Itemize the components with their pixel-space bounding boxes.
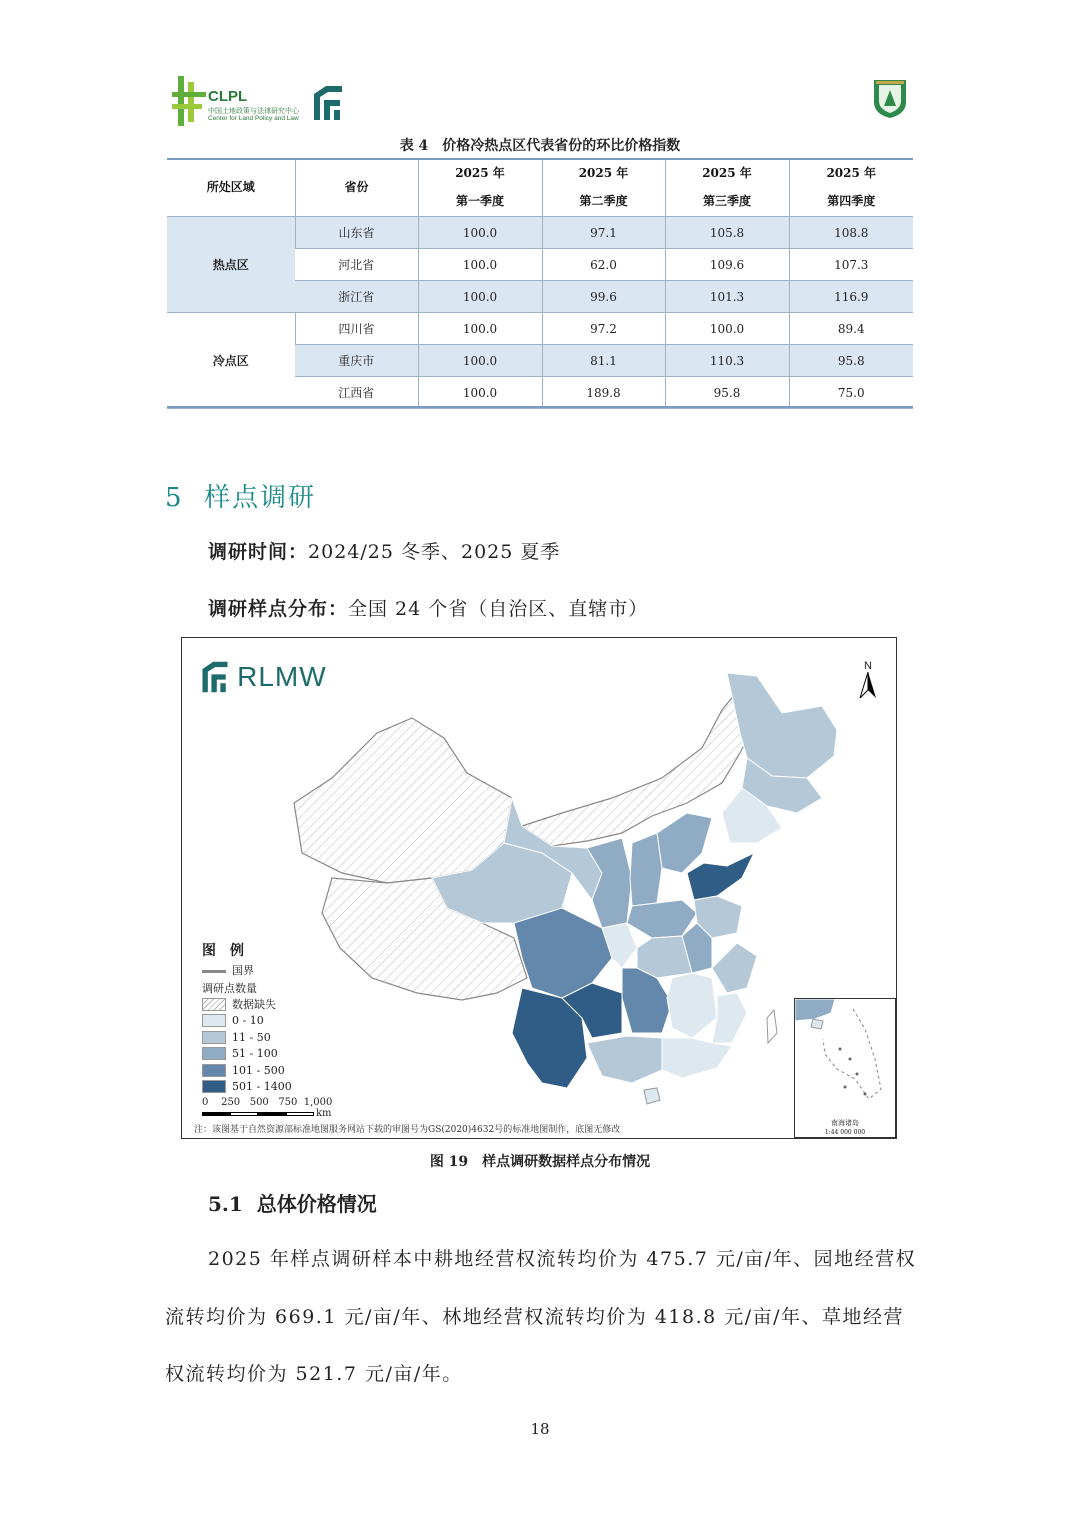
south-china-sea-inset — [794, 998, 896, 1138]
region-guangxi — [587, 1036, 662, 1083]
table-cell: 河北省 — [295, 249, 418, 281]
legend-class-label: 51 - 100 — [232, 1047, 278, 1061]
rlmw-logo-icon — [198, 660, 232, 694]
table-bottom-rule — [167, 406, 913, 408]
table-cell: 100.0 — [418, 281, 542, 313]
rlmw-logo — [198, 660, 327, 694]
header-region: 所处区域 — [167, 158, 295, 217]
table-cell: 116.9 — [789, 281, 913, 313]
legend-swatch — [202, 1080, 226, 1093]
region-shanxi — [630, 833, 662, 906]
table-cell: 81.1 — [542, 345, 665, 377]
header-q1: 2025 年 第一季度 — [418, 158, 542, 217]
table-cell: 99.6 — [542, 281, 665, 313]
table-cell: 62.0 — [542, 249, 665, 281]
figure-caption: 图 19 样点调研数据样点分布情况 — [429, 1154, 651, 1170]
table-cell: 100.0 — [418, 313, 542, 345]
table-cell: 109.6 — [665, 249, 789, 281]
legend-swatch — [202, 1014, 226, 1027]
clpl-cn-name: 中国土地政策与法律研究中心 — [208, 108, 299, 115]
north-label: N — [864, 660, 872, 672]
region-hunan — [622, 968, 672, 1033]
legend-class-item — [202, 1046, 362, 1063]
north-arrow — [858, 660, 878, 702]
legend-class-label: 501 - 1400 — [232, 1080, 292, 1094]
region-heilongjiang — [727, 673, 837, 778]
legend-swatch — [202, 1031, 226, 1044]
region-zhejiang — [712, 943, 757, 993]
rlmw-small-logo-icon — [312, 84, 344, 122]
legend-class-item — [202, 1029, 362, 1046]
legend-class-item — [202, 996, 362, 1013]
legend-classes — [202, 996, 362, 1095]
table-top-rule — [167, 158, 913, 160]
table-cell: 105.8 — [665, 217, 789, 249]
price-index-table — [167, 158, 913, 409]
survey-time-label: 调研时间： — [208, 541, 309, 563]
header-province: 省份 — [295, 158, 418, 217]
inset-scale: 1:44 000 000 — [824, 1129, 866, 1136]
paragraph-line-2: 流转均价为 669.1 元/亩/年、林地经营权流转均价为 418.8 元/亩/年、草地经营 — [165, 1306, 905, 1328]
table-cell: 95.8 — [789, 345, 913, 377]
legend-class-item — [202, 1013, 362, 1030]
region-shandong — [687, 853, 754, 900]
region-cold: 冷点区 — [167, 313, 295, 409]
map-note: 注：该图基于自然资源部标准地图服务网站下载的审图号为GS(2020)4632号的标准地图制作，底图无修改 — [194, 1125, 621, 1135]
legend-class-item — [202, 1079, 362, 1096]
region-guangdong — [662, 1038, 732, 1078]
header-q4: 2025 年 第四季度 — [789, 158, 913, 217]
table-cell: 100.0 — [665, 313, 789, 345]
table-caption: 表 4 价格冷热点区代表省份的环比价格指数 — [399, 138, 681, 154]
survey-time-value: 2024/25 冬季、2025 夏季 — [308, 541, 561, 563]
legend-swatch — [202, 1047, 226, 1060]
legend-class-label: 0 - 10 — [232, 1014, 264, 1028]
legend-border: 国界 — [202, 962, 362, 978]
north-arrow-icon — [858, 672, 878, 698]
table-cell: 75.0 — [789, 377, 913, 409]
table-cell: 95.8 — [665, 377, 789, 409]
scale-unit: km — [316, 1108, 332, 1119]
paragraph-line-3: 权流转均价为 521.7 元/亩/年。 — [165, 1363, 463, 1385]
clpl-title: CLPL — [208, 88, 248, 105]
sample-map-figure — [181, 637, 897, 1139]
table-cell: 重庆市 — [295, 345, 418, 377]
table-cell: 101.3 — [665, 281, 789, 313]
section-heading: 5 样点调研 — [165, 483, 317, 513]
inset-map — [795, 999, 895, 1119]
survey-time — [208, 537, 560, 564]
table-cell: 107.3 — [789, 249, 913, 281]
survey-distribution-value: 全国 24 个省（自治区、直辖市） — [348, 598, 649, 620]
table-cell: 四川省 — [295, 313, 418, 345]
clpl-logo — [170, 74, 350, 130]
page-number: 18 — [530, 1420, 550, 1438]
table-row — [167, 217, 913, 249]
rlmw-logo-text: RLMW — [237, 661, 327, 692]
legend-class-label: 101 - 500 — [232, 1063, 285, 1077]
region-xinjiang — [294, 718, 512, 883]
table-cell: 97.2 — [542, 313, 665, 345]
table-cell: 89.4 — [789, 313, 913, 345]
scale-ticks: 0 250 500 750 1,000 — [202, 1097, 333, 1108]
table-cell: 山东省 — [295, 217, 418, 249]
table-cell: 110.3 — [665, 345, 789, 377]
inset-label: 南海诸岛 — [831, 1119, 859, 1127]
table-cell: 浙江省 — [295, 281, 418, 313]
legend-class-label: 11 - 50 — [232, 1030, 271, 1044]
table-header-row — [167, 158, 913, 217]
legend-class-item — [202, 1062, 362, 1079]
header-q3: 2025 年 第三季度 — [665, 158, 789, 217]
university-emblem-icon — [870, 76, 910, 120]
survey-distribution — [208, 594, 648, 621]
legend-swatch — [202, 998, 226, 1011]
legend-count-title: 调研点数量 — [202, 982, 257, 995]
clpl-emblem-icon — [170, 74, 210, 128]
survey-distribution-label: 调研样点分布： — [208, 598, 349, 620]
region-jiangxi — [667, 973, 717, 1038]
table-cell: 100.0 — [418, 217, 542, 249]
header-q2: 2025 年 第二季度 — [542, 158, 665, 217]
region-hainan — [644, 1088, 660, 1104]
region-hot: 热点区 — [167, 217, 295, 313]
legend-class-label: 数据缺失 — [232, 998, 276, 1012]
table-row — [167, 313, 913, 345]
map-legend — [202, 940, 362, 1119]
clpl-en-name: Center for Land Policy and Law — [208, 115, 299, 122]
legend-swatch — [202, 1064, 226, 1077]
table-cell: 100.0 — [418, 345, 542, 377]
subsection-heading: 5.1 总体价格情况 — [208, 1192, 377, 1216]
region-fujian — [712, 993, 747, 1043]
scale-bar — [202, 1097, 362, 1119]
table-cell: 189.8 — [542, 377, 665, 409]
paragraph-line-1: 2025 年样点调研样本中耕地经营权流转均价为 475.7 元/亩/年、园地经营权 — [208, 1248, 917, 1270]
table-cell: 100.0 — [418, 377, 542, 409]
legend-title: 图 例 — [202, 943, 244, 959]
table-cell: 100.0 — [418, 249, 542, 281]
region-taiwan — [767, 1010, 777, 1043]
table-cell: 江西省 — [295, 377, 418, 409]
table-cell: 97.1 — [542, 217, 665, 249]
table-cell: 108.8 — [789, 217, 913, 249]
